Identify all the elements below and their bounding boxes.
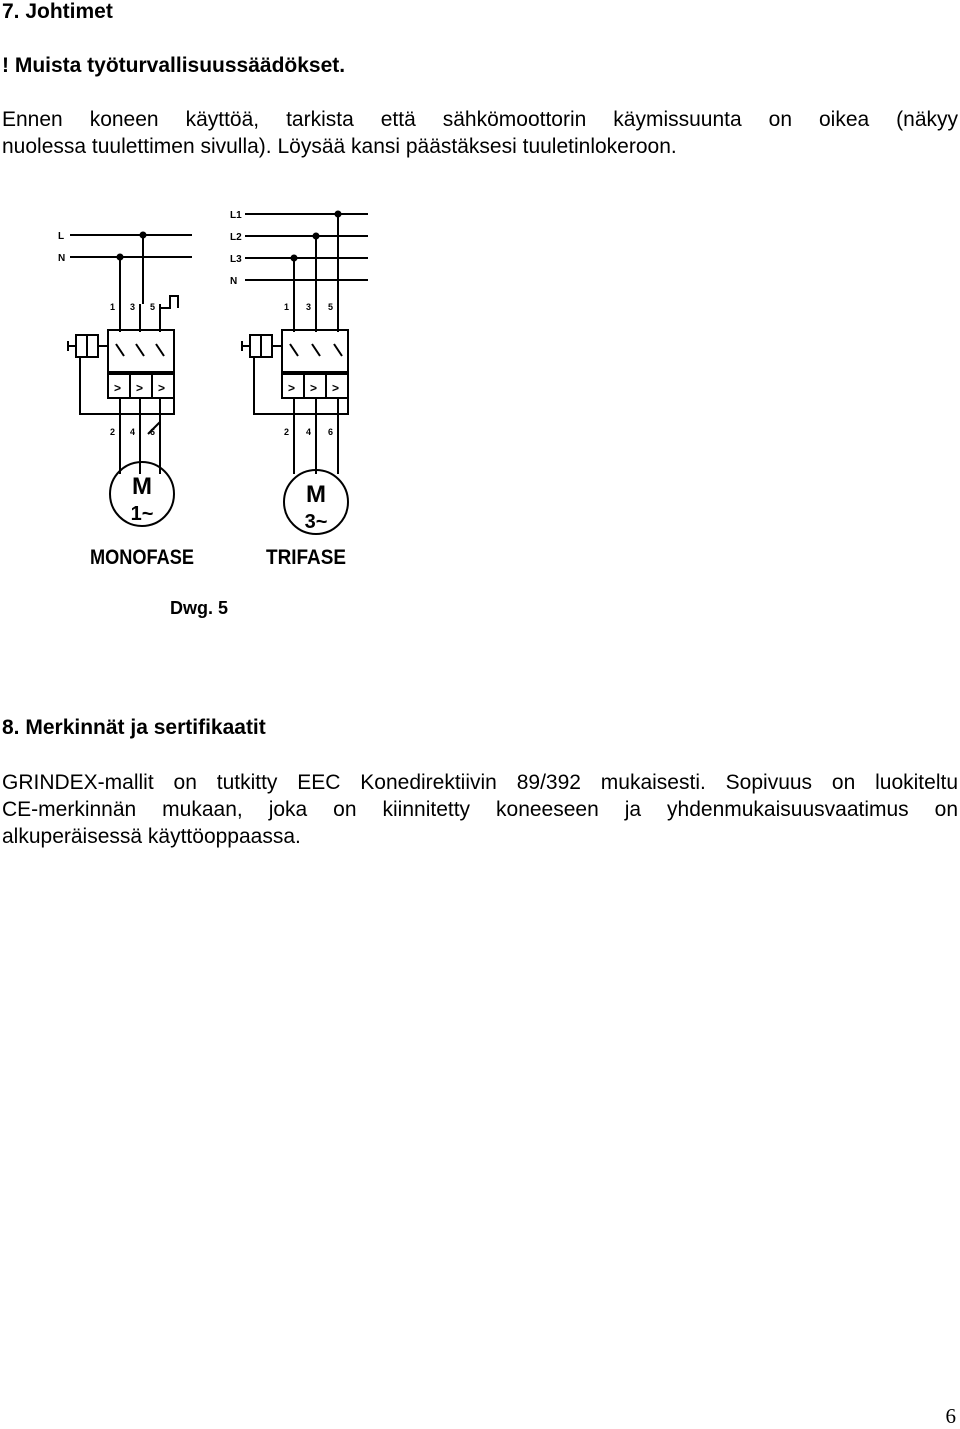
mono-line-label: L bbox=[58, 231, 65, 242]
terminal-label: 5 bbox=[328, 302, 334, 312]
paragraph-line: CE-merkinnän mukaan, joka on kiinnitetty koneeseen ja yhdenmukaisuusvaatimus on bbox=[2, 798, 958, 821]
terminal-label: 2 bbox=[110, 427, 116, 437]
relay-mark: > bbox=[114, 381, 122, 395]
relay-mark: > bbox=[288, 381, 296, 395]
terminal-label: 4 bbox=[306, 427, 312, 437]
paragraph-line: alkuperäisessä käyttöoppaassa. bbox=[2, 825, 301, 848]
section-8-paragraph bbox=[2, 769, 958, 850]
section-7-paragraph bbox=[2, 106, 958, 160]
motor-symbol: M bbox=[132, 473, 152, 500]
section-7-heading: 7. Johtimet bbox=[2, 0, 113, 23]
page-number: 6 bbox=[945, 1404, 956, 1428]
terminal-label: 3 bbox=[306, 302, 312, 312]
drawing-label: Dwg. 5 bbox=[170, 598, 229, 618]
tri-line-label: N bbox=[230, 276, 238, 287]
paragraph-line: Ennen koneen käyttöä, tarkista että sähkömoottorin käymissuunta on oikea (näkyy bbox=[2, 108, 958, 131]
paragraph-line: nuolessa tuulettimen sivulla). Löysää kansi päästäksesi tuuletinlokeroon. bbox=[2, 135, 677, 158]
mono-caption: MONOFASE bbox=[90, 546, 194, 569]
relay-mark: > bbox=[332, 381, 340, 395]
terminal-label: 2 bbox=[284, 427, 290, 437]
terminal-label: 4 bbox=[130, 427, 136, 437]
relay-mark: > bbox=[136, 381, 144, 395]
tri-line-label: L3 bbox=[230, 254, 242, 265]
relay-mark: > bbox=[158, 381, 166, 395]
mono-line-label: N bbox=[58, 253, 66, 264]
terminal-label: 3 bbox=[130, 302, 136, 312]
tri-line-label: L1 bbox=[230, 210, 242, 221]
motor-symbol: M bbox=[306, 481, 326, 508]
tri-line-label: L2 bbox=[230, 232, 242, 243]
motor-phase: 3~ bbox=[304, 511, 328, 533]
tri-caption: TRIFASE bbox=[266, 546, 346, 569]
motor-phase: 1~ bbox=[130, 503, 154, 525]
terminal-label: 5 bbox=[150, 302, 156, 312]
section-8-heading: 8. Merkinnät ja sertifikaatit bbox=[2, 716, 266, 739]
wiring-diagram bbox=[30, 184, 390, 624]
terminal-label: 6 bbox=[328, 427, 334, 437]
terminal-label: 1 bbox=[284, 302, 290, 312]
terminal-label: 6 bbox=[150, 427, 156, 437]
paragraph-line: GRINDEX-mallit on tutkitty EEC Konedirektiivin 89/392 mukaisesti. Sopivuus on luokiteltu bbox=[2, 771, 958, 794]
safety-warning: ! Muista työturvallisuussäädökset. bbox=[2, 54, 346, 77]
relay-mark: > bbox=[310, 381, 318, 395]
terminal-label: 1 bbox=[110, 302, 116, 312]
